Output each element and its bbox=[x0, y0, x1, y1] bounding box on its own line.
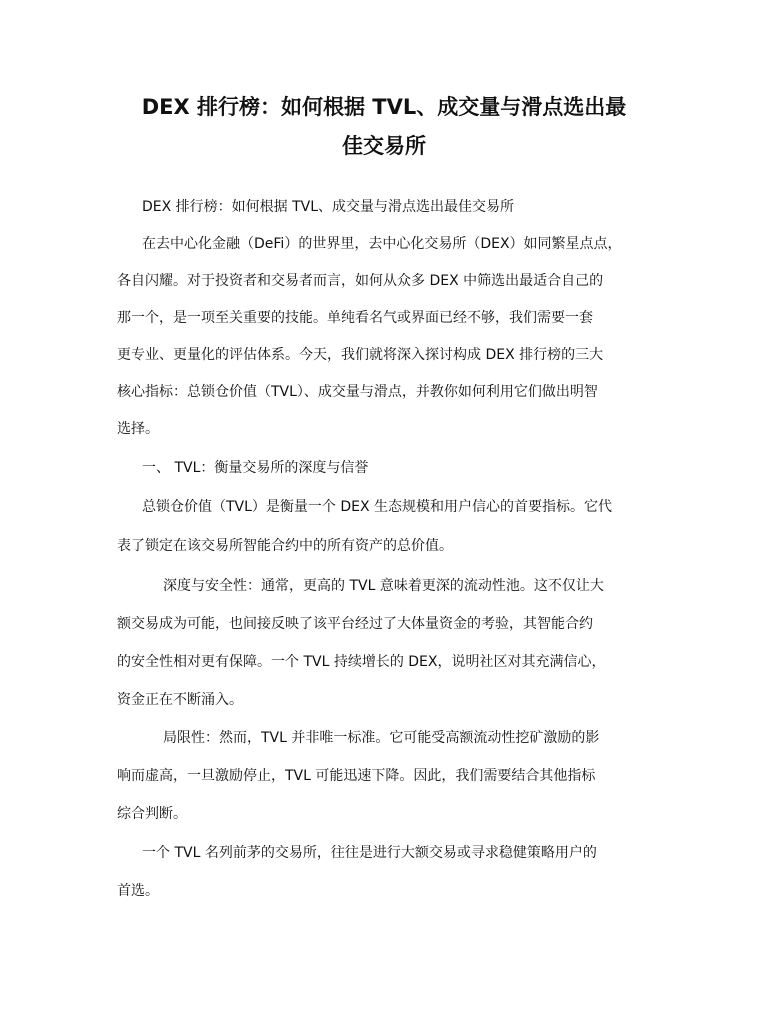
paragraph-line: 那一个，是一项至关重要的技能。单纯看名气或界面已经不够，我们需要一套 bbox=[117, 310, 593, 326]
document-title-line-2: 佳交易所 bbox=[342, 134, 426, 158]
paragraph-line: 一个 TVL 名列前茅的交易所，往往是进行大额交易或寻求稳健策略用户的 bbox=[142, 845, 597, 861]
paragraph-line: 局限性：然而，TVL 并非唯一标准。它可能受高额流动性挖矿激励的影 bbox=[163, 730, 600, 746]
paragraph-line: 综合判断。 bbox=[117, 806, 187, 822]
paragraph-line: 首选。 bbox=[117, 883, 159, 899]
paragraph-line: 资金正在不断涌入。 bbox=[117, 692, 243, 708]
section-heading: 一、 TVL：衡量交易所的深度与信誉 bbox=[142, 460, 369, 476]
paragraph-line: 各自闪耀。对于投资者和交易者而言，如何从众多 DEX 中筛选出最适合自己的 bbox=[117, 273, 604, 289]
paragraph-line: 在去中心化金融（DeFi）的世界里，去中心化交易所（DEX）如同繁星点点， bbox=[142, 236, 622, 252]
paragraph-line: 核心指标：总锁仓价值（TVL）、成交量与滑点，并教你如何利用它们做出明智 bbox=[117, 384, 598, 400]
paragraph-line: 深度与安全性：通常，更高的 TVL 意味着更深的流动性池。这不仅让大 bbox=[163, 578, 604, 594]
document-title-line-1: DEX 排行榜：如何根据 TVL、成交量与滑点选出最 bbox=[141, 95, 627, 119]
paragraph-line: 总锁仓价值（TVL）是衡量一个 DEX 生态规模和用户信心的首要指标。它代 bbox=[142, 499, 613, 515]
paragraph-line: 额交易成为可能，也间接反映了该平台经过了大体量资金的考验，其智能合约 bbox=[117, 616, 593, 632]
paragraph-line: 表了锁定在该交易所智能合约中的所有资产的总价值。 bbox=[117, 538, 453, 554]
article-subtitle: DEX 排行榜：如何根据 TVL、成交量与滑点选出最佳交易所 bbox=[142, 199, 515, 215]
paragraph-line: 更专业、更量化的评估体系。今天，我们就将深入探讨构成 DEX 排行榜的三大 bbox=[117, 347, 604, 363]
paragraph-line: 的安全性相对更有保障。一个 TVL 持续增长的 DEX，说明社区对其充满信心， bbox=[117, 654, 606, 670]
paragraph-line: 响而虚高，一旦激励停止，TVL 可能迅速下降。因此，我们需要结合其他指标 bbox=[117, 768, 596, 784]
paragraph-line: 选择。 bbox=[117, 421, 159, 437]
